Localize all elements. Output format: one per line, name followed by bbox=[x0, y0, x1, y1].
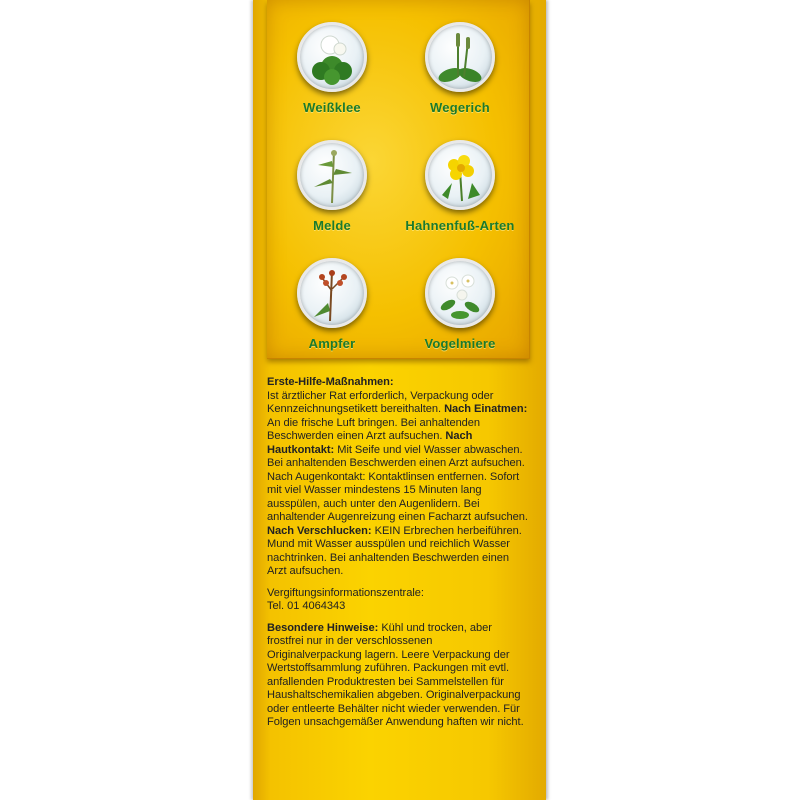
plant-item-wegerich bbox=[395, 22, 525, 115]
poison-center-paragraph bbox=[267, 587, 529, 614]
plant-label: Ampfer bbox=[308, 336, 356, 351]
swallow-label: Nach Verschlucken: bbox=[267, 524, 372, 537]
inhale-label: Nach Einatmen: bbox=[444, 403, 528, 415]
swallow-text: KEIN Erbrechen herbeiführen. Mund mit Wasser ausspülen und reichlich Wasser nachtrinken. Bei anhaltenden Beschwerden einen Arzt aufsuchen. bbox=[267, 524, 522, 577]
poison-center-phone: Tel. 01 4064343 bbox=[267, 600, 346, 612]
inhale-text: An die frische Luft bringen. Bei anhaltenden Beschwerden einen Arzt aufsuchen. bbox=[267, 416, 481, 442]
plant-item-weissklee bbox=[267, 22, 397, 115]
plant-item-ampfer bbox=[267, 258, 397, 351]
buttercup-icon bbox=[425, 140, 495, 210]
notes-paragraph bbox=[267, 622, 529, 730]
safety-text-block bbox=[267, 376, 529, 730]
plantain-icon bbox=[425, 22, 495, 92]
plant-label: Wegerich bbox=[430, 100, 490, 115]
first-aid-intro: Ist ärztlicher Rat erforderlich, Verpackung oder Kennzeichnungsetikett bereithalten. bbox=[267, 389, 494, 415]
plant-item-melde bbox=[267, 140, 397, 233]
plant-label: Weißklee bbox=[303, 100, 361, 115]
orache-icon bbox=[297, 140, 367, 210]
sorrel-icon bbox=[297, 258, 367, 328]
skin-text: Mit Seife und viel Wasser abwaschen. Bei anhaltenden Beschwerden einen Arzt aufsuchen. bbox=[267, 443, 525, 469]
white-clover-icon bbox=[297, 22, 367, 92]
plant-item-vogelmiere bbox=[395, 258, 525, 351]
poison-center-label: Vergiftungsinformationszentrale: bbox=[267, 586, 424, 599]
skin-label: Nach Hautkontakt: bbox=[267, 430, 473, 456]
plant-label: Melde bbox=[313, 218, 351, 233]
notes-text: Kühl und trocken, aber frostfrei nur in der verschlossenen Originalverpackung lagern. Leere Verpackung der Wertstoffsammlung zuführen. Packungen mit evtl. anfallenden Produktresten bei Sammelstellen für Haushaltschemikalien abgeben. Originalverpackung oder entleerte Behälter nicht wieder verwenden. Für Folgen unsachgemäßer Anwendung haften wir nicht. bbox=[267, 621, 524, 728]
plant-item-hahnenfuss bbox=[395, 140, 525, 233]
chickweed-icon bbox=[425, 258, 495, 328]
first-aid-paragraph bbox=[267, 376, 529, 579]
plant-label: Hahnenfuß-Arten bbox=[405, 218, 515, 233]
eye-text: Nach Augenkontakt: Kontaktlinsen entfernen. Sofort mit viel Wasser mindestens 15 Minuten lang ausspülen, auch unter den Augenlidern. Bei anhaltender Augenreizung einen Facharzt aufsuchen. bbox=[267, 470, 528, 523]
weed-illustration-box bbox=[267, 0, 530, 359]
notes-label: Besondere Hinweise: bbox=[267, 621, 379, 634]
plant-label: Vogelmiere bbox=[424, 336, 496, 351]
first-aid-heading: Erste-Hilfe-Maßnahmen: bbox=[267, 376, 394, 388]
product-side-panel bbox=[253, 0, 546, 800]
